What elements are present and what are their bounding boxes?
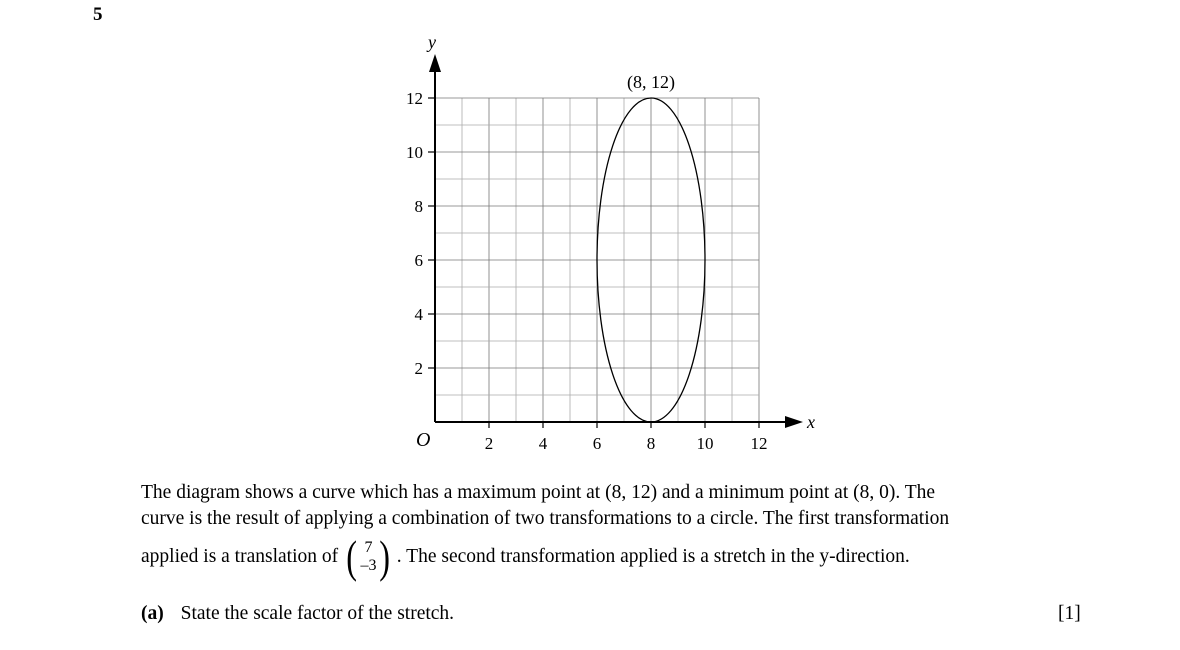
labels [406,32,815,453]
y-axis-label: y [428,32,436,52]
intro-line-2: curve is the result of applying a combination of two transformations to a circle. The first transformation [141,508,950,529]
x-axis-arrow [785,416,803,428]
y-tick-label: 8 [414,197,423,216]
y-tick-label: 4 [414,305,423,324]
part-a-label: (a) [141,603,164,624]
y-tick-label: 10 [406,143,423,162]
part-a-marks: [1] [1058,603,1081,624]
x-tick-label: 12 [750,434,768,453]
vector-bottom: –3 [360,557,377,574]
intro-line-1: The diagram shows a curve which has a maximum point at (8, 12) and a minimum point at (8, 0). The [141,482,936,503]
intro-line-3 [141,532,1101,582]
x-tick-label: 6 [592,434,602,453]
question-number: 5 [93,4,103,25]
x-axis-label: x [807,412,815,432]
y-tick-label: 12 [406,89,423,108]
vector-column [359,539,377,575]
max-point-label: (8, 12) [627,72,675,92]
left-paren: ( [346,531,358,582]
translation-vector [344,531,393,582]
x-tick-label: 4 [538,434,548,453]
x-tick-label: 10 [696,434,714,453]
vector-top: 7 [364,539,373,556]
intro-line-3-before: applied is a translation of [141,546,339,567]
axes [429,54,803,428]
y-tick-label: 2 [414,359,423,378]
x-tick-label: 2 [484,434,494,453]
y-axis-arrow [429,54,441,72]
y-tick-label: 6 [414,251,423,270]
ticks [428,98,759,428]
intro-line-3-after: . The second transformation applied is a stretch in the y-direction. [396,546,910,567]
origin-label: O [416,429,431,451]
part-a [141,603,454,625]
right-paren: ) [379,531,391,582]
part-a-text: State the scale factor of the stretch. [180,603,455,624]
x-tick-label: 8 [646,434,656,453]
